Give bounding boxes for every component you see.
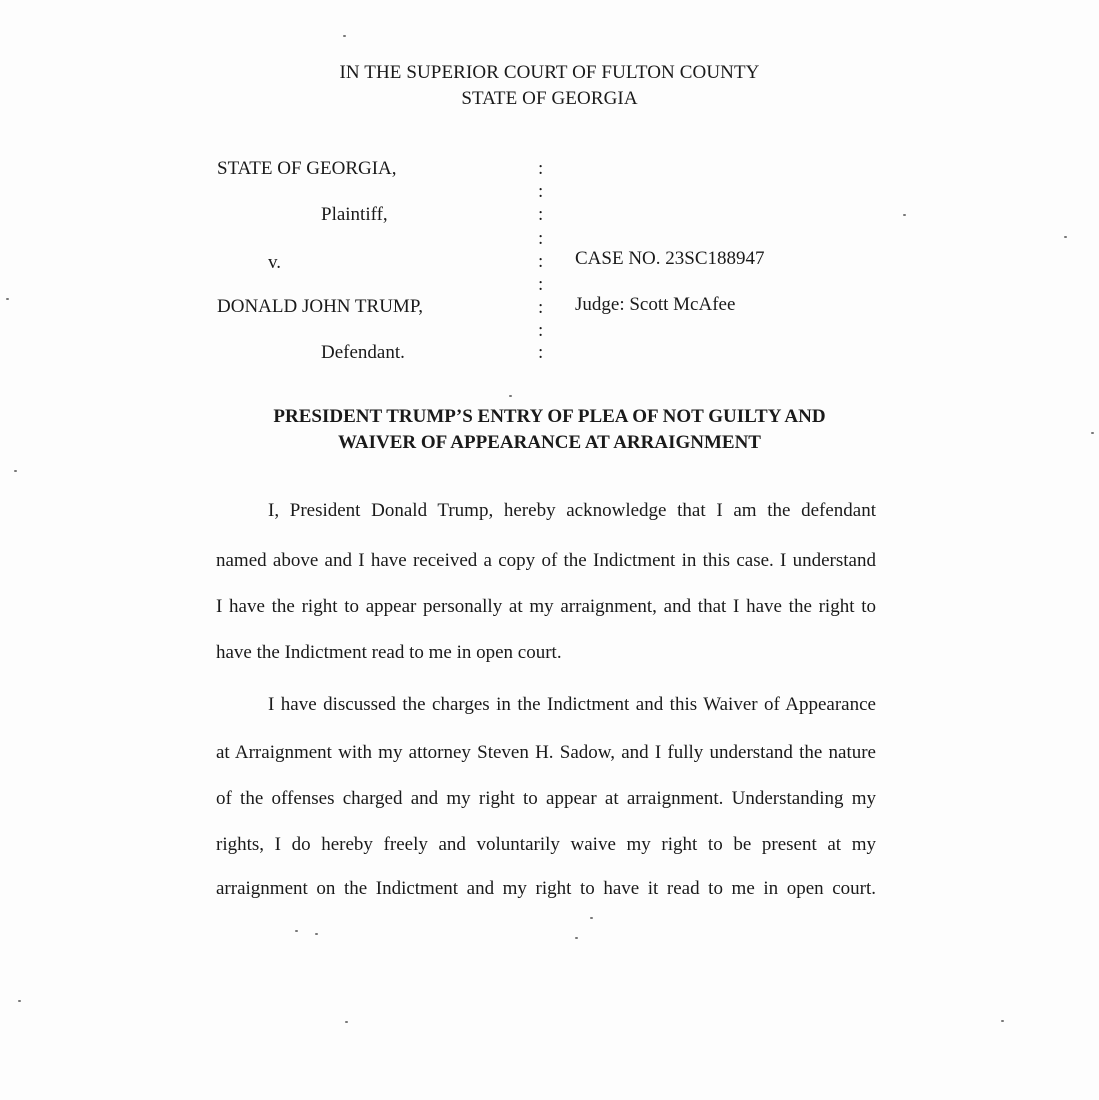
paragraph-line: have the Indictment read to me in open court. — [216, 642, 562, 663]
scan-speck — [343, 35, 346, 37]
scan-speck — [315, 933, 318, 935]
scan-speck — [295, 930, 298, 932]
scan-speck — [1091, 432, 1094, 434]
caption-colon: : — [538, 204, 544, 225]
scan-speck — [509, 395, 512, 397]
caption-colon: : — [538, 274, 544, 295]
title-line-2: WAIVER OF APPEARANCE AT ARRAIGNMENT — [338, 432, 761, 453]
caption-colon: : — [538, 228, 544, 249]
paragraph-line: I have discussed the charges in the Indictment and this Waiver of Appearance — [268, 694, 876, 715]
scan-speck — [6, 298, 9, 300]
court-name: IN THE SUPERIOR COURT OF FULTON COUNTY — [339, 62, 760, 83]
caption-colon: : — [538, 342, 544, 363]
case-number: CASE NO. 23SC188947 — [575, 248, 765, 269]
document-title — [0, 404, 1099, 456]
scan-speck — [575, 937, 578, 939]
plaintiff-name: STATE OF GEORGIA, — [217, 158, 397, 179]
paragraph-line: I, President Donald Trump, hereby acknowledge that I am the defendant — [268, 500, 876, 521]
caption-colon: : — [538, 251, 544, 272]
paragraph-line: rights, I do hereby freely and voluntarily waive my right to be present at my — [216, 834, 876, 855]
scan-speck — [1001, 1020, 1004, 1022]
paragraph-line: I have the right to appear personally at my arraignment, and that I have the right to — [216, 596, 876, 617]
paragraph-line: arraignment on the Indictment and my right to have it read to me in open court. — [216, 878, 876, 899]
scan-speck — [345, 1021, 348, 1023]
scan-speck — [14, 470, 17, 472]
scan-speck — [18, 1000, 21, 1002]
caption-colon: : — [538, 181, 544, 202]
judge-name: Judge: Scott McAfee — [575, 294, 736, 315]
scan-speck — [903, 214, 906, 216]
defendant-role: Defendant. — [321, 342, 405, 363]
scan-speck — [1064, 236, 1067, 238]
paragraph-line: named above and I have received a copy of the Indictment in this case. I understand — [216, 550, 876, 571]
title-line-1: PRESIDENT TRUMP’S ENTRY OF PLEA OF NOT GUILTY AND — [273, 406, 826, 427]
defendant-name: DONALD JOHN TRUMP, — [217, 296, 424, 317]
paragraph-line: of the offenses charged and my right to appear at arraignment. Understanding my — [216, 788, 876, 809]
court-header — [0, 60, 1099, 112]
court-state: STATE OF GEORGIA — [461, 88, 638, 109]
scan-speck — [590, 917, 593, 919]
caption-colon: : — [538, 297, 544, 318]
caption-colon: : — [538, 158, 544, 179]
caption-colon: : — [538, 320, 544, 341]
paragraph-line: at Arraignment with my attorney Steven H. Sadow, and I fully understand the nature — [216, 742, 876, 763]
versus-label: v. — [268, 252, 282, 273]
plaintiff-role: Plaintiff, — [321, 204, 388, 225]
